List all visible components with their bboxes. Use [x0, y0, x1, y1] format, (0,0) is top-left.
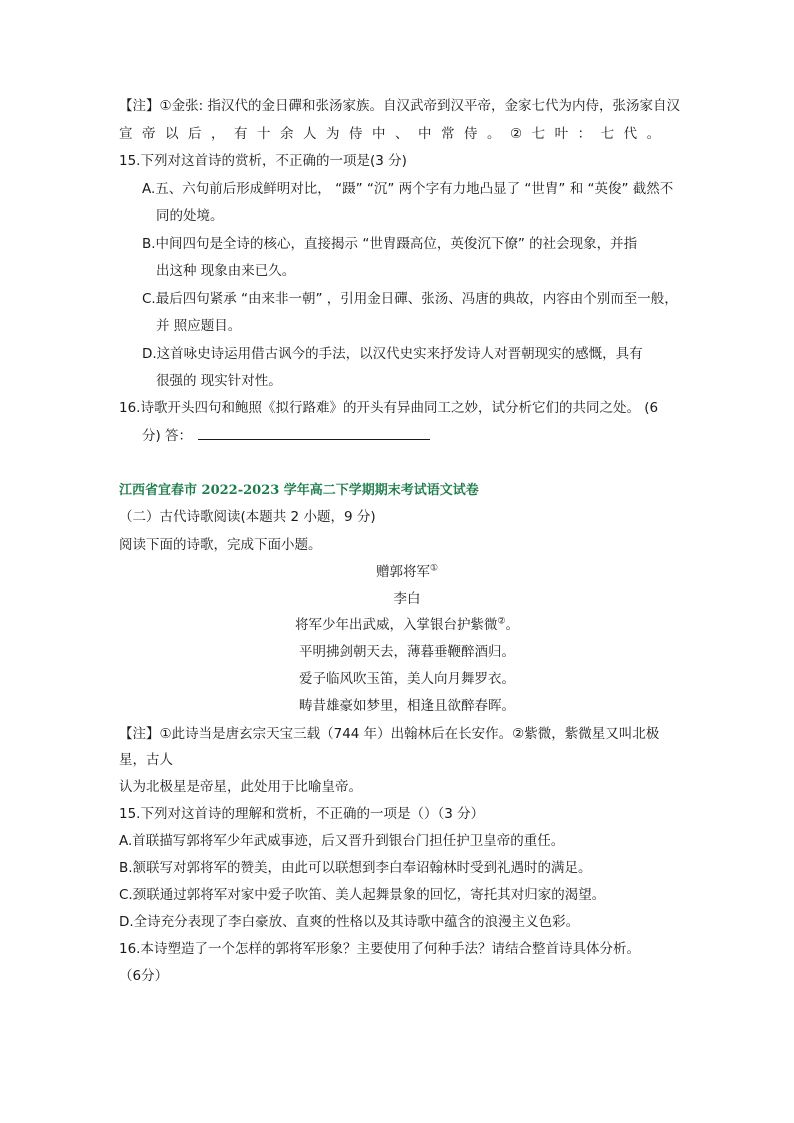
poem-line-1-end: 。: [505, 617, 520, 633]
answer-prompt: 分) 答：: [142, 428, 193, 444]
poem-line-1-footnote-mark: ②: [497, 616, 506, 627]
poem-note-line-2: 星，古人: [119, 752, 173, 768]
option-c-line-2: 并 照应题目。: [156, 318, 242, 334]
option-a-line-1: A.五、六句前后形成鲜明对比， “蹑” “沉” 两个字有力地凸显了 “世胄” 和 “英俊” 截然不: [142, 181, 674, 197]
option-c-line-1: C.最后四句紧承 “由来非一朝” ，引用金日磾、张汤、冯唐的典故，内容由个别而至一般，: [142, 291, 678, 307]
question-16-line-2: [142, 425, 430, 446]
question-16-line-1: 16.诗歌开头四句和鲍照《拟行路难》的开头有异曲同工之妙，试分析它们的共同之处。 (6: [119, 400, 659, 416]
poem-option-b: B.颔联写对郭将军的赞美，由此可以联想到李白奉诏翰林时受到礼遇时的满足。: [119, 860, 592, 876]
poem-note-line-3: 认为北极星是帝星，此处用于比喻皇帝。: [119, 779, 362, 795]
section-heading: （二）古代诗歌阅读(本题共 2 小题，9 分): [119, 509, 376, 525]
note-line-1: [119, 96, 680, 116]
poem-line-1: [0, 615, 794, 635]
poem-option-a: A.首联描写郭将军少年武威事迹，后又晋升到银台门担任护卫皇帝的重任。: [119, 833, 565, 849]
poem-line-1-text: 将军少年出武威，入掌银台护紫微: [294, 617, 498, 633]
poem-title-footnote-mark: ①: [429, 563, 439, 574]
poem-note-line-1: 【注】①此诗当是唐玄宗天宝三载（744 年）出翰林后在长安作。②紫微，紫微星又叫北极: [119, 726, 660, 742]
poem-title-text: 赠郭将军: [375, 564, 430, 580]
poem-line-4: 畴昔雄豪如梦里，相逢且欲醉春晖。: [299, 698, 515, 714]
answer-blank[interactable]: [198, 425, 430, 440]
reading-instruction: 阅读下面的诗歌，完成下面小题。: [119, 537, 322, 553]
option-d-line-2: 很强的 现实针对性。: [156, 373, 282, 389]
option-a-line-2: 同的处境。: [156, 208, 224, 224]
poem-option-d: D.全诗充分表现了李白豪放、直爽的性格以及其诗歌中蕴含的浪漫主义色彩。: [119, 914, 580, 930]
option-d-line-1: D.这首咏史诗运用借古讽今的手法，以汉代史实来抒发诗人对晋朝现实的感慨，具有: [142, 346, 643, 362]
poem-question-15-stem: 15.下列对这首诗的理解和赏析，不正确的一项是（）（3 分）: [119, 806, 485, 822]
option-b-line-1: B.中间四句是全诗的核心，直接揭示 “世胄蹑高位，英俊沉下僚” 的社会现象，并指: [142, 236, 638, 252]
poem-question-16-line-1: 16.本诗塑造了一个怎样的郭将军形象？主要使用了何种手法？请结合整首诗具体分析。: [119, 941, 640, 957]
poem-line-2: 平明拂剑朝天去，薄暮垂鞭醉酒归。: [299, 644, 515, 660]
option-b-line-2: 出这种 现象由来已久。: [156, 263, 296, 279]
poem-line-3: 爱子临风吹玉笛，美人向月舞罗衣。: [299, 671, 515, 687]
note-text: 【注】①金张: 指汉代的金日磾和张汤家族。自汉武帝到汉平帝，金家七代为内侍，张汤家自汉: [119, 98, 680, 114]
exam-title: 江西省宜春市 2022-2023 学年高二下学期期末考试语文试卷: [119, 483, 479, 498]
poem-option-c: C.颈联通过郭将军对家中爱子吹笛、美人起舞景象的回忆，寄托其对归家的渴望。: [119, 887, 606, 903]
question-15-stem: 15.下列对这首诗的赏析，不正确的一项是(3 分): [119, 153, 407, 169]
poem-title: [0, 562, 794, 582]
poem-question-16-line-2: （6分）: [119, 968, 169, 984]
note-line-2: 宣帝以后，有十余人为侍中、中常侍。②七叶：七代。: [119, 126, 670, 142]
poem-author: 李白: [393, 591, 421, 607]
